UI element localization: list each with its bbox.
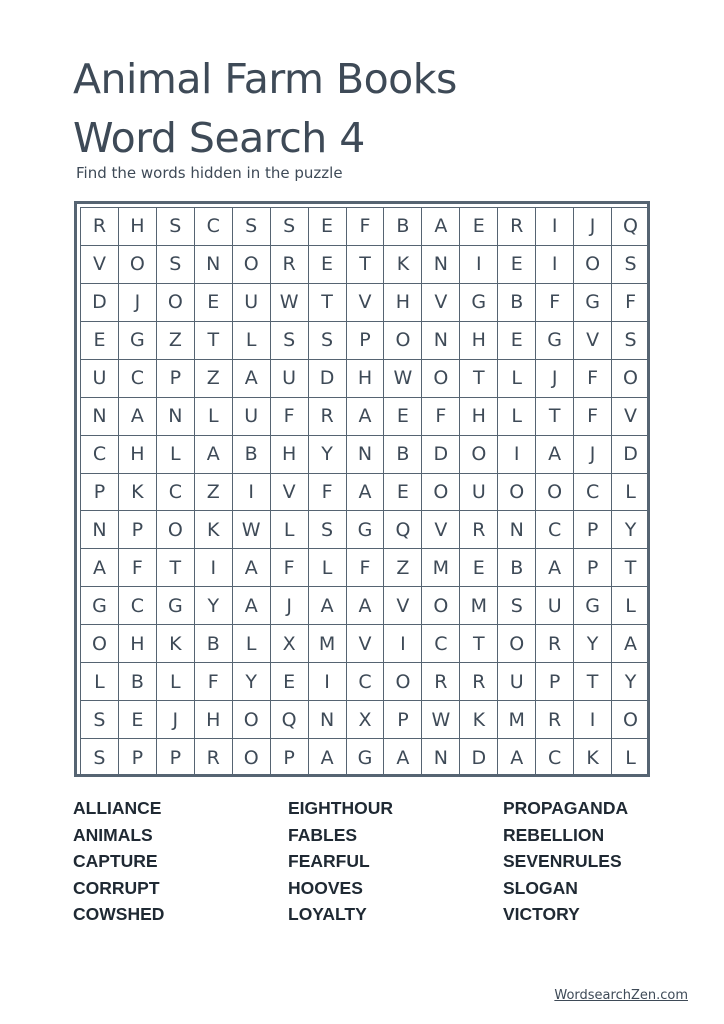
letter-grid <box>80 207 650 777</box>
grid-cell[interactable]: F <box>574 360 612 398</box>
grid-cell[interactable]: G <box>119 322 157 360</box>
grid-cell[interactable]: U <box>271 360 309 398</box>
grid-cell[interactable]: A <box>347 587 385 625</box>
grid-cell[interactable]: W <box>384 360 422 398</box>
grid-cell[interactable]: S <box>271 322 309 360</box>
grid-cell[interactable]: C <box>119 360 157 398</box>
grid-cell[interactable]: V <box>384 587 422 625</box>
grid-cell[interactable]: P <box>574 511 612 549</box>
grid-cell[interactable]: S <box>612 322 650 360</box>
grid-cell[interactable]: G <box>81 587 119 625</box>
word-list-item: SLOGAN <box>503 877 578 898</box>
grid-cell[interactable]: Y <box>612 663 650 701</box>
grid-cell[interactable]: E <box>498 246 536 284</box>
grid-cell[interactable]: A <box>612 625 650 663</box>
grid-cell[interactable]: A <box>309 587 347 625</box>
grid-cell[interactable]: E <box>119 701 157 739</box>
grid-cell[interactable]: H <box>119 625 157 663</box>
grid-cell[interactable]: A <box>195 436 233 474</box>
grid-cell[interactable]: Q <box>271 701 309 739</box>
grid-cell[interactable]: K <box>157 625 195 663</box>
grid-cell[interactable]: V <box>422 511 460 549</box>
grid-cell[interactable]: E <box>384 398 422 436</box>
grid-cell[interactable]: M <box>498 701 536 739</box>
grid-cell[interactable]: L <box>612 587 650 625</box>
grid-cell[interactable]: J <box>271 587 309 625</box>
grid-cell[interactable]: U <box>81 360 119 398</box>
grid-cell[interactable]: Q <box>384 511 422 549</box>
grid-cell[interactable]: O <box>422 360 460 398</box>
grid-cell[interactable]: R <box>460 663 498 701</box>
grid-cell[interactable]: N <box>422 246 460 284</box>
grid-cell[interactable]: I <box>233 474 271 512</box>
grid-cell[interactable]: P <box>574 549 612 587</box>
word-list-item: PROPAGANDA <box>503 798 629 818</box>
grid-cell[interactable]: A <box>233 549 271 587</box>
grid-cell[interactable]: V <box>81 246 119 284</box>
grid-cell[interactable]: I <box>309 663 347 701</box>
grid-cell[interactable]: N <box>157 398 195 436</box>
grid-cell[interactable]: V <box>574 322 612 360</box>
grid-cell[interactable]: F <box>612 284 650 322</box>
grid-cell[interactable]: K <box>460 701 498 739</box>
grid-cell[interactable]: V <box>271 474 309 512</box>
grid-cell[interactable]: L <box>498 398 536 436</box>
grid-cell[interactable]: H <box>460 322 498 360</box>
grid-cell[interactable]: P <box>347 322 385 360</box>
grid-cell[interactable]: A <box>347 474 385 512</box>
grid-cell[interactable]: V <box>347 284 385 322</box>
grid-cell[interactable]: Y <box>612 511 650 549</box>
word-list-item: CAPTURE <box>73 851 158 872</box>
grid-cell[interactable]: O <box>157 284 195 322</box>
grid-cell[interactable]: N <box>195 246 233 284</box>
grid-cell[interactable]: F <box>195 663 233 701</box>
grid-cell[interactable]: O <box>233 246 271 284</box>
grid-cell[interactable]: O <box>498 625 536 663</box>
grid-cell[interactable]: Z <box>195 360 233 398</box>
grid-cell[interactable]: D <box>422 436 460 474</box>
grid-cell[interactable]: P <box>119 739 157 777</box>
grid-cell[interactable]: M <box>422 549 460 587</box>
grid-cell[interactable]: Y <box>309 436 347 474</box>
grid-cell[interactable]: O <box>460 436 498 474</box>
grid-cell[interactable]: Q <box>612 208 650 246</box>
grid-cell[interactable]: J <box>574 436 612 474</box>
grid-cell[interactable]: F <box>536 284 574 322</box>
grid-cell[interactable]: P <box>157 360 195 398</box>
grid-cell[interactable]: R <box>536 701 574 739</box>
grid-cell[interactable]: R <box>81 208 119 246</box>
grid-cell[interactable]: J <box>119 284 157 322</box>
grid-cell[interactable]: N <box>422 739 460 777</box>
grid-cell[interactable]: G <box>574 284 612 322</box>
grid-cell[interactable]: R <box>498 208 536 246</box>
grid-cell[interactable]: L <box>233 322 271 360</box>
grid-cell[interactable]: P <box>157 739 195 777</box>
grid-cell[interactable]: R <box>271 246 309 284</box>
grid-cell[interactable]: O <box>119 246 157 284</box>
grid-cell[interactable]: U <box>536 587 574 625</box>
grid-cell[interactable]: T <box>460 360 498 398</box>
grid-cell[interactable]: T <box>460 625 498 663</box>
grid-cell[interactable]: A <box>536 436 574 474</box>
grid-cell[interactable]: T <box>612 549 650 587</box>
grid-cell[interactable]: E <box>309 246 347 284</box>
grid-cell[interactable]: K <box>119 474 157 512</box>
grid-cell[interactable]: K <box>384 246 422 284</box>
grid-cell[interactable]: L <box>612 739 650 777</box>
grid-cell[interactable]: U <box>498 663 536 701</box>
grid-cell[interactable]: L <box>309 549 347 587</box>
grid-cell[interactable]: S <box>309 322 347 360</box>
grid-cell[interactable]: R <box>536 625 574 663</box>
grid-cell[interactable]: G <box>347 739 385 777</box>
grid-cell[interactable]: A <box>422 208 460 246</box>
grid-cell[interactable]: O <box>81 625 119 663</box>
grid-cell[interactable]: J <box>157 701 195 739</box>
grid-cell[interactable]: B <box>233 436 271 474</box>
word-list-item: LOYALTY <box>288 904 367 925</box>
grid-cell[interactable]: D <box>612 436 650 474</box>
grid-cell[interactable]: X <box>347 701 385 739</box>
grid-cell[interactable]: A <box>384 739 422 777</box>
grid-cell[interactable]: C <box>119 587 157 625</box>
grid-cell[interactable]: C <box>422 625 460 663</box>
grid-cell[interactable]: S <box>498 587 536 625</box>
grid-cell[interactable]: L <box>157 436 195 474</box>
grid-cell[interactable]: B <box>498 284 536 322</box>
grid-cell[interactable]: T <box>574 663 612 701</box>
grid-cell[interactable]: O <box>233 739 271 777</box>
grid-cell[interactable]: Z <box>157 322 195 360</box>
grid-cell[interactable]: U <box>460 474 498 512</box>
grid-cell[interactable]: P <box>384 701 422 739</box>
grid-cell[interactable]: O <box>574 246 612 284</box>
grid-cell[interactable]: Y <box>195 587 233 625</box>
grid-cell[interactable]: V <box>422 284 460 322</box>
grid-cell[interactable]: E <box>498 322 536 360</box>
grid-cell[interactable]: I <box>460 246 498 284</box>
grid-cell[interactable]: U <box>233 398 271 436</box>
grid-cell[interactable]: B <box>498 549 536 587</box>
grid-cell[interactable]: S <box>81 701 119 739</box>
grid-cell[interactable]: N <box>498 511 536 549</box>
grid-cell[interactable]: Z <box>384 549 422 587</box>
page-title-line-2: Word Search 4 <box>73 114 365 162</box>
grid-cell[interactable]: A <box>233 587 271 625</box>
grid-cell[interactable]: S <box>612 246 650 284</box>
grid-cell[interactable]: E <box>195 284 233 322</box>
grid-cell[interactable]: O <box>384 322 422 360</box>
grid-cell[interactable]: V <box>612 398 650 436</box>
grid-cell[interactable]: P <box>119 511 157 549</box>
grid-cell[interactable]: S <box>157 246 195 284</box>
word-list-item: ALLIANCE <box>73 798 162 818</box>
grid-cell[interactable]: R <box>195 739 233 777</box>
grid-cell[interactable]: D <box>309 360 347 398</box>
grid-cell[interactable]: L <box>612 474 650 512</box>
grid-cell[interactable]: O <box>384 663 422 701</box>
grid-cell[interactable]: E <box>271 663 309 701</box>
grid-cell[interactable]: L <box>195 398 233 436</box>
grid-cell[interactable]: O <box>612 701 650 739</box>
grid-cell[interactable]: A <box>233 360 271 398</box>
grid-cell[interactable]: S <box>271 208 309 246</box>
grid-cell[interactable]: N <box>81 398 119 436</box>
grid-cell[interactable]: L <box>498 360 536 398</box>
grid-cell[interactable]: C <box>347 663 385 701</box>
grid-cell[interactable]: G <box>574 587 612 625</box>
grid-cell[interactable]: S <box>233 208 271 246</box>
grid-cell[interactable]: E <box>309 208 347 246</box>
grid-cell[interactable]: O <box>612 360 650 398</box>
grid-cell[interactable]: F <box>347 208 385 246</box>
grid-cell[interactable]: C <box>574 474 612 512</box>
grid-cell[interactable]: H <box>195 701 233 739</box>
grid-cell[interactable]: N <box>347 436 385 474</box>
grid-cell[interactable]: T <box>347 246 385 284</box>
grid-cell[interactable]: Y <box>574 625 612 663</box>
grid-cell[interactable]: C <box>536 739 574 777</box>
grid-cell[interactable]: C <box>157 474 195 512</box>
grid-cell[interactable]: F <box>422 398 460 436</box>
grid-cell[interactable]: Z <box>195 474 233 512</box>
grid-cell[interactable]: N <box>309 701 347 739</box>
grid-cell[interactable]: H <box>460 398 498 436</box>
grid-cell[interactable]: E <box>460 549 498 587</box>
word-list-item: FABLES <box>288 824 358 845</box>
grid-cell[interactable]: S <box>157 208 195 246</box>
grid-cell[interactable]: T <box>309 284 347 322</box>
grid-cell[interactable]: C <box>195 208 233 246</box>
grid-cell[interactable]: W <box>233 511 271 549</box>
grid-cell[interactable]: L <box>81 663 119 701</box>
grid-cell[interactable]: E <box>81 322 119 360</box>
grid-cell[interactable]: R <box>422 663 460 701</box>
word-list-item: EIGHTHOUR <box>288 798 393 818</box>
grid-cell[interactable]: N <box>81 511 119 549</box>
grid-cell[interactable]: O <box>422 474 460 512</box>
word-list-item: HOOVES <box>288 877 363 898</box>
grid-cell[interactable]: S <box>81 739 119 777</box>
grid-cell[interactable]: F <box>574 398 612 436</box>
grid-cell[interactable]: J <box>574 208 612 246</box>
grid-cell[interactable]: E <box>384 474 422 512</box>
grid-cell[interactable]: R <box>309 398 347 436</box>
grid-cell[interactable]: H <box>384 284 422 322</box>
grid-cell[interactable]: I <box>536 246 574 284</box>
grid-cell[interactable]: T <box>195 322 233 360</box>
grid-cell[interactable]: P <box>81 474 119 512</box>
grid-cell[interactable]: V <box>347 625 385 663</box>
grid-cell[interactable]: L <box>271 511 309 549</box>
grid-cell[interactable]: X <box>271 625 309 663</box>
grid-cell[interactable]: C <box>536 511 574 549</box>
grid-cell[interactable]: O <box>498 474 536 512</box>
grid-cell[interactable]: O <box>157 511 195 549</box>
grid-cell[interactable]: F <box>271 549 309 587</box>
grid-cell[interactable]: T <box>536 398 574 436</box>
grid-cell[interactable]: B <box>195 625 233 663</box>
grid-cell[interactable]: U <box>233 284 271 322</box>
grid-cell[interactable]: B <box>384 436 422 474</box>
grid-cell[interactable]: I <box>536 208 574 246</box>
grid-cell[interactable]: J <box>536 360 574 398</box>
grid-cell[interactable]: F <box>119 549 157 587</box>
grid-cell[interactable]: G <box>347 511 385 549</box>
grid-cell[interactable]: A <box>536 549 574 587</box>
word-list-item: VICTORY <box>503 904 580 925</box>
grid-cell[interactable]: F <box>309 474 347 512</box>
word-list-item: FEARFUL <box>288 851 370 872</box>
grid-cell[interactable]: W <box>422 701 460 739</box>
page-title-line-1: Animal Farm Books <box>73 55 457 103</box>
grid-cell[interactable]: I <box>498 436 536 474</box>
word-list-item: CORRUPT <box>73 877 160 898</box>
grid-cell[interactable]: K <box>574 739 612 777</box>
grid-cell[interactable]: O <box>422 587 460 625</box>
grid-cell[interactable]: A <box>498 739 536 777</box>
grid-cell[interactable]: M <box>309 625 347 663</box>
grid-cell[interactable]: M <box>460 587 498 625</box>
grid-cell[interactable]: O <box>233 701 271 739</box>
grid-cell[interactable]: L <box>233 625 271 663</box>
instructions: Find the words hidden in the puzzle <box>76 164 343 182</box>
grid-cell[interactable]: F <box>347 549 385 587</box>
grid-cell[interactable]: I <box>384 625 422 663</box>
grid-cell[interactable]: H <box>119 208 157 246</box>
grid-cell[interactable]: H <box>119 436 157 474</box>
grid-cell[interactable]: A <box>347 398 385 436</box>
footer-link[interactable]: WordsearchZen.com <box>554 988 688 1003</box>
grid-cell[interactable]: A <box>81 549 119 587</box>
grid-cell[interactable]: L <box>157 663 195 701</box>
puzzle-frame <box>74 201 650 777</box>
grid-cell[interactable]: C <box>81 436 119 474</box>
grid-cell[interactable]: A <box>119 398 157 436</box>
word-list <box>73 795 673 928</box>
grid-cell[interactable]: H <box>347 360 385 398</box>
grid-cell[interactable]: B <box>119 663 157 701</box>
page-title <box>73 50 457 168</box>
grid-cell[interactable]: S <box>309 511 347 549</box>
grid-cell[interactable]: P <box>536 663 574 701</box>
grid-cell[interactable]: E <box>460 208 498 246</box>
grid-cell[interactable]: T <box>157 549 195 587</box>
grid-cell[interactable]: W <box>271 284 309 322</box>
grid-cell[interactable]: P <box>271 739 309 777</box>
grid-cell[interactable]: F <box>271 398 309 436</box>
grid-cell[interactable]: I <box>574 701 612 739</box>
grid-cell[interactable]: G <box>536 322 574 360</box>
grid-cell[interactable]: R <box>460 511 498 549</box>
word-list-item: REBELLION <box>503 824 605 845</box>
word-list-item: ANIMALS <box>73 824 153 845</box>
grid-cell[interactable]: G <box>157 587 195 625</box>
grid-cell[interactable]: K <box>195 511 233 549</box>
grid-cell[interactable]: D <box>81 284 119 322</box>
grid-cell[interactable]: D <box>460 739 498 777</box>
grid-cell[interactable]: H <box>271 436 309 474</box>
word-list-item: SEVENRULES <box>503 851 622 872</box>
grid-cell[interactable]: G <box>460 284 498 322</box>
grid-cell[interactable]: O <box>536 474 574 512</box>
grid-cell[interactable]: N <box>422 322 460 360</box>
grid-cell[interactable]: B <box>384 208 422 246</box>
grid-cell[interactable]: I <box>195 549 233 587</box>
word-list-item: COWSHED <box>73 904 165 925</box>
grid-cell[interactable]: A <box>309 739 347 777</box>
grid-cell[interactable]: Y <box>233 663 271 701</box>
